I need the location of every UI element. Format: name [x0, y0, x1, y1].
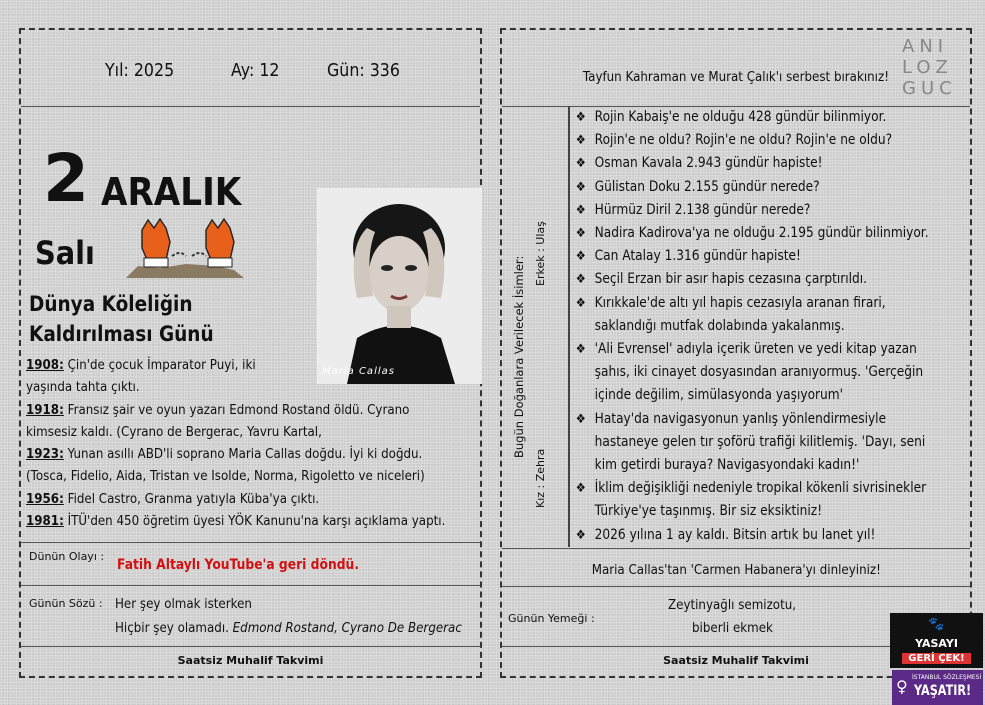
news-item: ❖ Can Atalay 1.316 gündür hapiste! [574, 245, 964, 268]
girl-name: Kız : Zehra [534, 448, 547, 508]
footer-right: Saatsiz Muhalif Takvimi [663, 654, 809, 667]
news-item: ❖ Hürmüz Diril 2.138 gündür nerede? [574, 199, 964, 222]
bullet-icon: ❖ [575, 342, 586, 358]
listen-recommendation: Maria Callas'tan 'Carmen Habanera'yı dinleyiniz! [591, 562, 881, 578]
news-item: ❖ Rojin Kabaiş'e ne olduğu 428 gündür bilinmiyor. [574, 106, 964, 129]
names-title: Bugün Doğanlara Verilecek İsimler: [512, 255, 526, 458]
special-day-line1: Dünya Köleliğin [29, 292, 193, 316]
bullet-icon: ❖ [575, 411, 586, 427]
quote-line2: Hiçbir şey olamadı. Edmond Rostand, Cyrano De Bergerac [115, 620, 462, 636]
photo-caption: Maria Callas [322, 366, 395, 377]
right-calendar-page [500, 28, 972, 678]
history-event [26, 443, 475, 465]
bullet-icon: ❖ [575, 272, 586, 288]
big-day-number: 2 [43, 140, 87, 217]
news-list [568, 106, 944, 547]
divider [21, 585, 480, 586]
meal-line1: Zeytinyağlı semizotu, [668, 597, 797, 613]
istanbul-sozlesmesi-badge: ♀ İSTANBUL SÖZLEŞMESİ YAŞATIR! [892, 670, 983, 705]
month-name: ARALIK [101, 170, 242, 214]
day-of-year-label: Gün: 336 [327, 60, 400, 81]
news-item: ❖ 2026 yılına 1 ay kaldı. Bitsin artık bu lanet yıl! [574, 524, 964, 547]
anilozguc-logo: ANI LOZ GUC [902, 36, 957, 99]
maria-callas-photo [317, 188, 482, 384]
event-text: Fransız şair ve oyun yazarı Edmond Rostand öldü. Cyrano [63, 401, 410, 418]
venus-icon: ♀ [896, 677, 908, 696]
event-text-cont: yaşında tahta çıktı. [26, 379, 140, 396]
news-item: ❖ İklim değişikliği nedeniyle tropikal kökenli sivrisinekler Türkiye'ye taşınmış. Bir siz eksiktiniz! [574, 477, 964, 523]
news-item: ❖ Seçil Erzan bir asır hapis cezasına çarptırıldı. [574, 268, 964, 291]
news-item: ❖ Kırıkkale'de altı yıl hapis cezasıyla aranan firari, saklandığı mutfak dolabında yakalanmış. [574, 292, 964, 338]
meal-label: Günün Yemeği : [508, 612, 595, 625]
bullet-icon: ❖ [575, 133, 586, 149]
portrait-image [317, 188, 482, 384]
history-event [26, 488, 475, 510]
yasayi-geri-cek-badge: YASAYI GERİ ÇEK! 🐾 [890, 613, 983, 668]
event-year: 1908: [26, 357, 64, 373]
news-item: ❖ Osman Kavala 2.943 gündür hapiste! [574, 152, 964, 175]
history-event [26, 399, 475, 421]
event-of-day-text: Fatih Altaylı YouTube'a geri döndü. [117, 557, 360, 573]
special-day-line2: Kaldırılması Günü [29, 322, 214, 346]
divider [21, 542, 480, 543]
bullet-icon: ❖ [575, 527, 586, 543]
bullet-icon: ❖ [575, 481, 586, 497]
divider [502, 548, 970, 549]
bullet-icon: ❖ [575, 110, 586, 125]
bullet-icon: ❖ [575, 249, 586, 265]
footer-left: Saatsiz Muhalif Takvimi [177, 654, 324, 667]
animal-icon: 🐾 [928, 617, 945, 632]
quote-line1: Her şey olmak isterken [115, 596, 252, 612]
event-text: Yunan asıllı ABD'li soprano Maria Callas doğdu. İyi ki doğdu. [63, 446, 423, 463]
event-text: Fidel Castro, Granma yatıyla Küba'ya çıktı. [63, 490, 320, 507]
right-header: Tayfun Kahraman ve Murat Çalık'ı serbest bırakınız! [582, 69, 890, 85]
divider [502, 586, 970, 587]
news-item: ❖ Nadira Kadirova'ya ne olduğu 2.195 gündür bilinmiyor. [574, 222, 964, 245]
news-item: ❖ Rojin'e ne oldu? Rojin'e ne oldu? Rojin'e ne oldu? [574, 129, 964, 152]
history-event [26, 510, 475, 532]
boy-name: Erkek : Ulaş [534, 221, 547, 286]
year-label: Yıl: 2025 [105, 60, 175, 81]
quote-label: Günün Sözü : [29, 597, 103, 610]
event-text-cont: (Tosca, Fidelio, Aida, Tristan ve Isolde, Norma, Rigoletto ve niceleri) [26, 468, 425, 485]
bullet-icon: ❖ [575, 202, 586, 218]
news-item: ❖ Gülistan Doku 2.155 gündür nerede? [574, 176, 964, 199]
divider [21, 106, 480, 107]
event-year: 1981: [26, 513, 64, 530]
event-text: Çin'de çocuk İmparator Puyi, iki [63, 357, 256, 373]
event-text: İTÜ'den 450 öğretim üyesi YÖK Kanunu'na karşı açıklama yaptı. [63, 513, 446, 530]
bullet-icon: ❖ [575, 295, 586, 311]
event-year: 1918: [26, 401, 64, 418]
divider [21, 646, 480, 647]
bullet-icon: ❖ [575, 179, 586, 195]
month-label: Ay: 12 [231, 60, 280, 81]
news-item: ❖ Hatay'da navigasyonun yanlış yönlendirmesiyle hastaneye gelen tır şoförü trafiği kilitlemiş. 'Dayı, seni kim getirdi buraya? Navigasyondaki kadın!' [574, 408, 964, 478]
bullet-icon: ❖ [575, 156, 586, 172]
news-item: ❖ 'Ali Evrensel' adıyla içerik üreten ve yedi kitap yazan şahıs, iki cinayet dosyasından aranıyormuş. 'Gerçeğin içinde değilim, simülasyonda yaşıyorum' [574, 338, 964, 408]
bullet-icon: ❖ [575, 226, 586, 242]
weekday-name: Salı [35, 234, 95, 272]
event-year: 1923: [26, 446, 64, 463]
event-of-day-label: Dünün Olayı : [29, 550, 105, 563]
event-year: 1956: [26, 490, 64, 507]
event-text-cont: kimsesiz kaldı. (Cyrano de Bergerac, Yavru Kartal, [26, 423, 322, 440]
broken-chains-icon [126, 216, 244, 282]
meal-line2: biberli ekmek [692, 620, 773, 636]
